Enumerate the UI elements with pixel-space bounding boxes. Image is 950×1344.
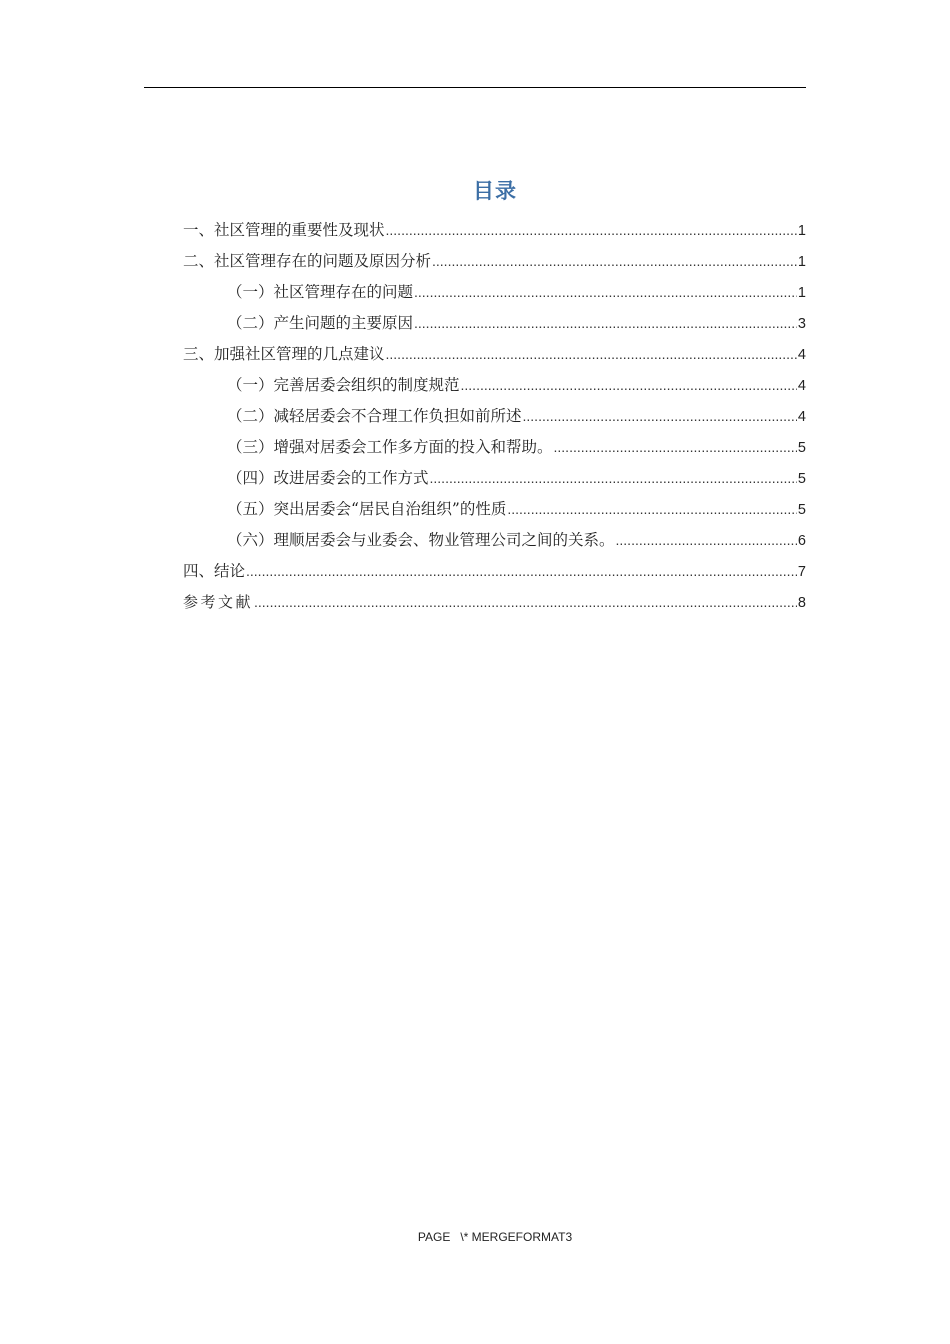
- toc-entry[interactable]: [183, 463, 806, 494]
- toc-entry-text: 四、结论: [183, 562, 246, 580]
- toc-leader: [432, 246, 797, 277]
- toc-title: 目录: [473, 179, 517, 203]
- toc-leader: [554, 432, 797, 463]
- toc-entry[interactable]: [183, 432, 806, 463]
- toc-leader: [414, 277, 797, 308]
- toc-leader: [616, 525, 797, 556]
- header-rule: [144, 87, 806, 88]
- toc-entry[interactable]: [183, 587, 806, 618]
- toc-leader: [461, 370, 797, 401]
- toc-entry-page: 7: [797, 564, 806, 580]
- toc-entry-page: 4: [797, 378, 806, 394]
- toc-entry-page: 5: [797, 440, 806, 456]
- toc-entry[interactable]: [183, 525, 806, 556]
- toc-entry-page: 1: [797, 254, 806, 270]
- toc-entry[interactable]: [183, 308, 806, 339]
- toc-leader: [430, 463, 797, 494]
- toc-entry-page: 8: [797, 595, 806, 611]
- toc-entry-page: 5: [797, 502, 806, 518]
- page-footer: PAGE \* MERGEFORMAT3: [417, 1230, 573, 1244]
- toc-entry-page: 1: [797, 285, 806, 301]
- toc-entry[interactable]: [183, 401, 806, 432]
- toc-leader: [523, 401, 797, 432]
- toc-entry-text: （五）突出居委会“居民自治组织”的性质: [227, 500, 507, 518]
- toc-entry[interactable]: [183, 494, 806, 525]
- toc-entry-text: （四）改进居委会的工作方式: [227, 469, 429, 487]
- toc-leader: [386, 215, 797, 246]
- toc-leader: [254, 587, 797, 618]
- toc-entry-text: 二、社区管理存在的问题及原因分析: [183, 252, 432, 270]
- toc-entry[interactable]: [183, 556, 806, 587]
- toc-leader: [386, 339, 797, 370]
- toc-entry-text: 一、社区管理的重要性及现状: [183, 221, 385, 239]
- toc-entry[interactable]: [183, 339, 806, 370]
- toc-entry-text: （六）理顺居委会与业委会、物业管理公司之间的关系。: [227, 531, 615, 549]
- toc-entry[interactable]: [183, 370, 806, 401]
- toc-entry[interactable]: [183, 215, 806, 246]
- toc-entry-text: （一）完善居委会组织的制度规范: [227, 376, 460, 394]
- toc-entry[interactable]: [183, 246, 806, 277]
- toc-leader: [507, 494, 797, 525]
- toc-entry-text: （一）社区管理存在的问题: [227, 283, 414, 301]
- toc-entry[interactable]: [183, 277, 806, 308]
- toc-entry-text: （二）减轻居委会不合理工作负担如前所述: [227, 407, 522, 425]
- toc-leader: [246, 556, 797, 587]
- toc-entry-text: 参考文献: [183, 593, 254, 611]
- toc-entry-page: 1: [797, 223, 806, 239]
- toc-entry-text: （二）产生问题的主要原因: [227, 314, 414, 332]
- toc-leader: [414, 308, 797, 339]
- toc-entry-page: 3: [797, 316, 806, 332]
- toc-entry-text: （三）增强对居委会工作多方面的投入和帮助。: [227, 438, 553, 456]
- toc-entry-page: 4: [797, 347, 806, 363]
- toc-entry-page: 5: [797, 471, 806, 487]
- table-of-contents: [183, 215, 806, 618]
- toc-entry-text: 三、加强社区管理的几点建议: [183, 345, 385, 363]
- toc-entry-page: 6: [797, 533, 806, 549]
- toc-entry-page: 4: [797, 409, 806, 425]
